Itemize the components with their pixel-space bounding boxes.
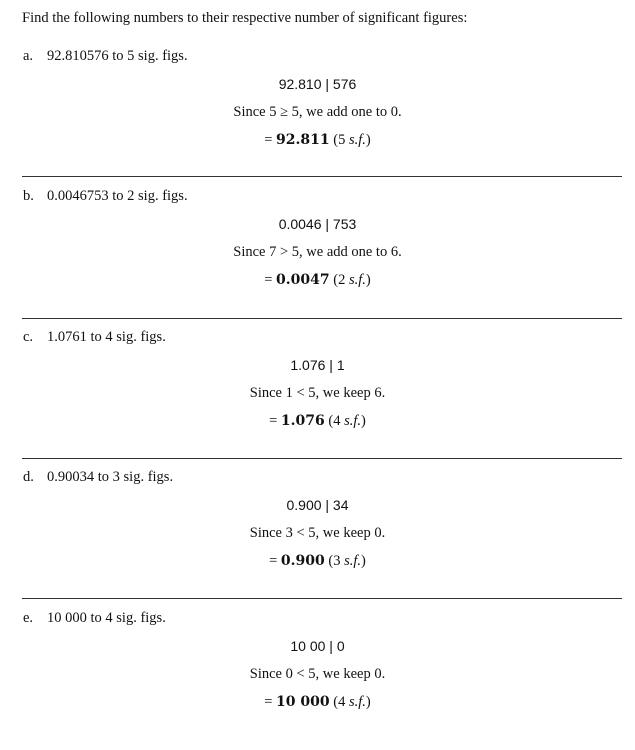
digit-split: 10 00 | 0 <box>290 638 345 654</box>
digit-split: 0.0046 | 753 <box>278 216 357 232</box>
sig-figs-note: (4 s.f.) <box>333 694 371 710</box>
problem-question: 0.0046753 to 2 sig. figs. <box>47 188 188 204</box>
problem-question: 1.0761 to 4 sig. figs. <box>47 329 166 345</box>
sig-figs-note: (3 s.f.) <box>328 553 366 569</box>
rounded-answer: 0.900 <box>280 553 325 569</box>
section-divider <box>22 176 622 177</box>
problem-question: 10 000 to 4 sig. figs. <box>47 610 166 626</box>
digit-split: 0.900 | 34 <box>286 497 349 513</box>
instructions: Find the following numbers to their respective number of significant figures: <box>22 10 468 26</box>
rounding-reason: Since 1 < 5, we keep 6. <box>249 385 386 401</box>
section-divider <box>22 318 622 319</box>
equals-sign: = <box>264 694 273 710</box>
sig-figs-note: (2 s.f.) <box>333 272 371 288</box>
problem-letter: c. <box>23 329 34 345</box>
problem-question: 0.90034 to 3 sig. figs. <box>47 469 174 485</box>
equals-sign: = <box>269 553 278 569</box>
rounded-answer: 1.076 <box>280 413 325 429</box>
problem-letter: a. <box>23 48 34 64</box>
problem-letter: d. <box>23 469 34 485</box>
rounded-result <box>0 132 635 149</box>
problem-e <box>0 610 635 750</box>
rounded-answer: 92.811 <box>276 132 330 148</box>
problem-a <box>0 48 635 188</box>
rounded-result <box>0 413 635 430</box>
equals-sign: = <box>264 272 273 288</box>
rounding-reason: Since 0 < 5, we keep 0. <box>249 666 386 682</box>
rounded-result <box>0 694 635 711</box>
problem-letter: b. <box>23 188 34 204</box>
problem-letter: e. <box>23 610 34 626</box>
section-divider <box>22 458 622 459</box>
problem-question: 92.810576 to 5 sig. figs. <box>47 48 188 64</box>
rounding-reason: Since 7 > 5, we add one to 6. <box>233 244 402 260</box>
sig-figs-note: (5 s.f.) <box>333 132 371 148</box>
problem-b <box>0 188 635 328</box>
digit-split: 92.810 | 576 <box>278 76 357 92</box>
problem-d <box>0 469 635 609</box>
equals-sign: = <box>264 132 273 148</box>
problem-c <box>0 329 635 469</box>
equals-sign: = <box>269 413 278 429</box>
section-divider <box>22 598 622 599</box>
rounded-answer: 0.0047 <box>276 272 330 288</box>
rounded-result <box>0 553 635 570</box>
sig-figs-note: (4 s.f.) <box>328 413 366 429</box>
rounded-result <box>0 272 635 289</box>
rounding-reason: Since 5 ≥ 5, we add one to 0. <box>233 104 402 120</box>
rounding-reason: Since 3 < 5, we keep 0. <box>249 525 386 541</box>
rounded-answer: 10 000 <box>276 694 330 710</box>
digit-split: 1.076 | 1 <box>290 357 345 373</box>
